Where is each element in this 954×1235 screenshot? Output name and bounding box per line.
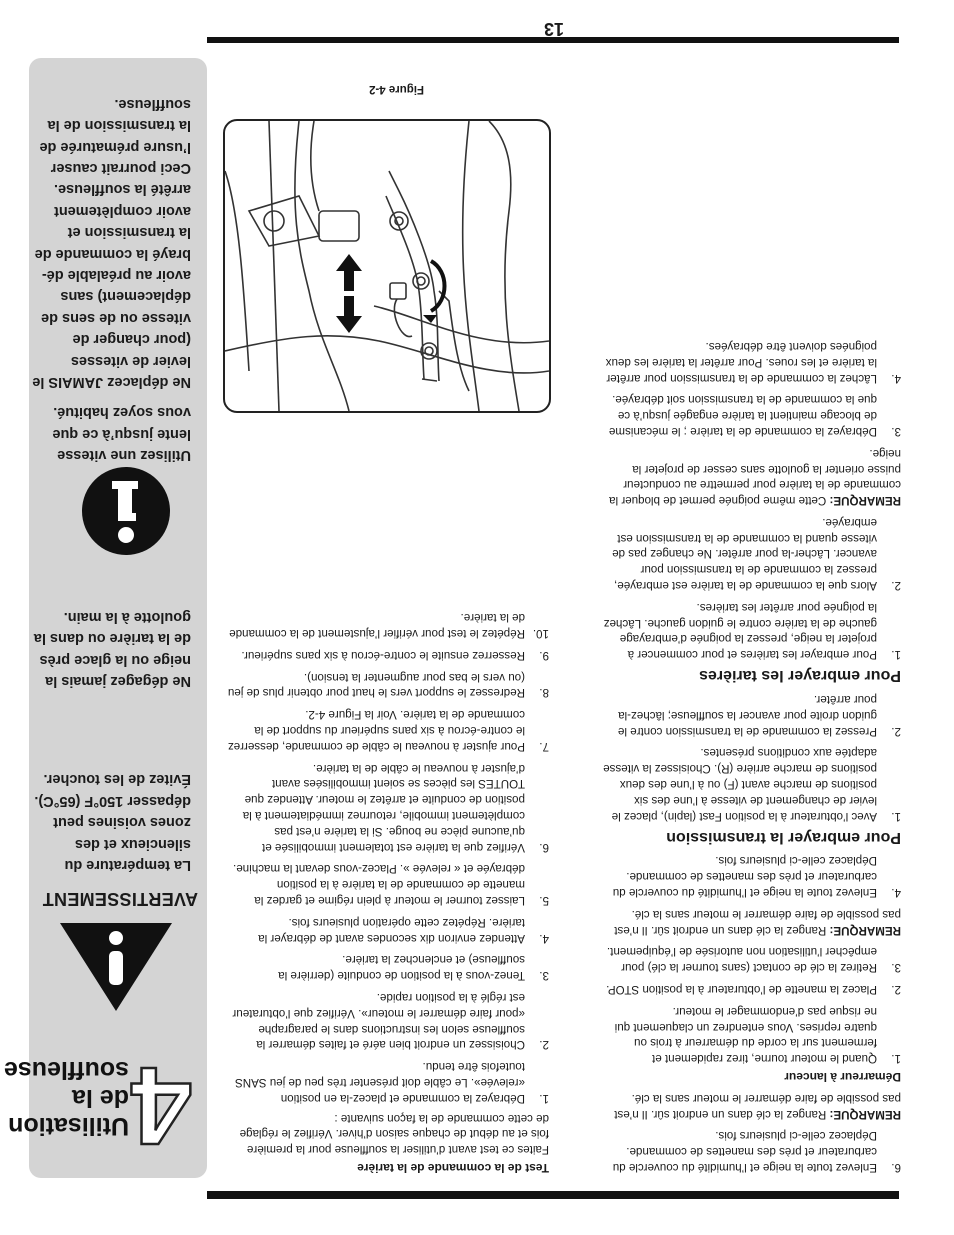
chapter-number: 4 — [130, 1044, 192, 1167]
list-item: 2. Alors que la commande de la tarière est embrayée, pressez la commande de la transmission pour avancer. Lâcher-la pour arrêter. Ne changez pas de vitesse quand la commande de la transmission est embrayée. — [612, 515, 901, 593]
info-icon — [78, 463, 174, 559]
list-item: 2. Pressez la commande de la transmission contre le guidon droite pour avancer la souffleuse; lâchez-la pour arrêter. — [617, 693, 901, 738]
double-arrow-icon — [336, 254, 362, 333]
list-item: 6. Vérifiez que la tarière est totalement immobilisée et qu’aucune pièce ne bouge. Si la tarière n’est pas complètement immobile, retournez immédiatement à la position de conduite et arrêtez le moteur. Attendez que TOUTES les pièces se soient immobilisées avant d’ajuster à nouveau le câble de la tarière. — [242, 761, 549, 854]
info-text-speed: Utilisez une vitesse lente jusqu’à ce que vous soyez habitué. — [52, 404, 191, 463]
section-heading-demarreur: Démarreur à lanceur — [784, 1070, 901, 1085]
section-heading-test: Test de la commande de la tarière — [357, 1161, 549, 1175]
step-list — [603, 1128, 901, 1175]
list-item: 7. Pour ajuster à nouveau le câble de commande, desserrez le contre-écrou à six pans supérieur du support de la commande de la tarière. Voir la Figure 4-2. — [227, 708, 549, 753]
step-list — [603, 338, 901, 439]
text-column-1 — [603, 332, 901, 1175]
list-item: 4. Attendez environ dix secondes avant de débrayer la tarière. Répétez cette opération plusieurs fois. — [258, 915, 549, 945]
warning-triangle-icon — [56, 920, 176, 1015]
list-item: 2. Placez la manette de l’obturateur à la position STOP. — [606, 983, 901, 997]
info-text-shift: Ne déplacez JAMAIS le levier de vitesses (pour changer de vitesse ou de sens de déplacement) sans avoir au préalable dé-brayé la commande de la transmission et avoir complètement arrêté la souffleuse. Ceci pourrait causer l’usure prématurée de la transmission de la souffleuse. — [32, 95, 191, 390]
chapter-title: Utilisation de la souffleuse — [3, 1056, 129, 1140]
list-item: 1. Avec l’obturateur à la position Fast (lapin), placez le levier de changement de vitesse à l’une des six positions de marche avant (F) ou à l’une des deux positions de marche arrière (R). Choisissez la vitesse adaptée aux conditions présentes. — [603, 746, 901, 823]
step-list — [603, 691, 901, 823]
text-column-2 — [227, 604, 549, 1178]
step-list — [603, 514, 901, 662]
note: REMARQUE: Cette même poignée permet de bloquer la commande de la tarière pour permettre au conducteur puisse orienter la goulotte sans cesser de projeter la neige. — [609, 446, 901, 508]
intro-paragraph: Faites ce test avant d’utiliser la souffleuse pour la première fois et au début de chaque saison d’hiver. Vérifiez le réglage de cette commande de la façon suivante : — [239, 1111, 549, 1157]
list-item: 1. Pour embrayer les tarières et pour commencer à projeter la neige, pressez la poignée d’embrayage gauche de la tarière contre le guidon gauche. Lâchez la poignée pour arrêter les tarières. — [603, 600, 901, 662]
section-heading-tarieres: Pour embrayer les tarières — [699, 667, 901, 685]
list-item: 9. Resserrez ensuite le contre-écrou à six pans supérieur. — [241, 648, 549, 662]
warning-text-hands: Ne dégagez jamais la neige ou la glace près de la tarière ou dans la goulotte à la main. — [33, 608, 191, 689]
list-item: 8. Redressez le support vers le haut pour obtenir plus de jeu (ou vers le bas pour augmenter la tension). — [227, 670, 549, 700]
figure-4-2 — [223, 119, 551, 413]
list-item: 4. Lâchez la commande de la transmission pour arrêter la tarière et les roues. Pour arrêter la tarière les deux poignées doivent être débrayées. — [605, 339, 901, 385]
page-number: 13 — [543, 19, 565, 39]
list-item: 10. Répétez le test pour vérifier l’ajustement de la commande de la tarière. — [229, 611, 549, 641]
section-heading-transmission: Pour embrayer la transmission — [666, 828, 901, 846]
list-item: 1. Débrayez la commande et placez-la en position «relevée». Le câble doit présenter très peu de jeu SANS toutefois être tendu. — [234, 1060, 549, 1105]
list-item: 3. Débrayez la commande de la tarière ; le mécanisme de blocage maintient la tarière engagée jusqu’à ce que la commande de la transmission soit débrayée. — [608, 393, 901, 438]
step-list — [603, 944, 901, 1067]
list-item: 3. Retirez la clé de contact (sans tourner la clé) pour empêcher l’utilisation non autorisée de l’équipement. — [606, 945, 901, 975]
auger-control-illustration — [225, 121, 549, 411]
note: REMARQUE: Rangez la clé dans un endroit sûr. Il n’est pas possible de faire démarrer le moteur sans la clé. — [614, 1091, 901, 1121]
note: REMARQUE: Rangez la clé dans un endroit sûr. Il n’est pas possible de faire démarrer le moteur sans la clé. — [614, 907, 901, 937]
figure-caption: Figure 4-2 — [369, 83, 424, 95]
list-item: 3. Tenez-vous à la position de conduite (derrière la souffleuse) et enclenchez la tarière. — [278, 953, 549, 983]
list-item: 2. Choisissez un endroit bien aéré et faites démarrer la souffleuse selon les instructions dans le paragraphe «pour faire démarrer le moteur». Vérifiez que l’obturateur est réglé à la position rapide. — [232, 991, 549, 1052]
warning-text: La température du silencieux et des zones voisines peut dépasser 150°F (65°C). Évitez de les toucher. — [34, 771, 191, 873]
list-item: 4. Enlevez toute la neige et l’humidité du couvercle du carburateur et près des manettes de commande. Déplacez celle-ci plusieurs fois. — [612, 854, 901, 900]
list-item: 1. Quand le moteur tourne, tirez rapidement et fermement sur la corde du démarreur à trois ou quatre reprises. Vous entendrez un claquement qui ne risque pas d’endommager le moteur. — [614, 1004, 901, 1066]
top-rule — [207, 1191, 899, 1199]
step-list — [227, 610, 549, 1106]
warning-title: AVERTISSEMENT — [42, 889, 198, 909]
list-item: 6. Enlevez toute la neige et l’humidité du couvercle du carburateur et près des manettes de commande. Déplacez celle-ci plusieurs fois. — [612, 1129, 901, 1174]
step-list — [603, 853, 901, 900]
list-item: 5. Laissez tourner le moteur à plein régime et gardez la manette de commande de la tarière à la position débrayée et « relevée ». Placez-vous devant la machine. — [233, 862, 549, 908]
